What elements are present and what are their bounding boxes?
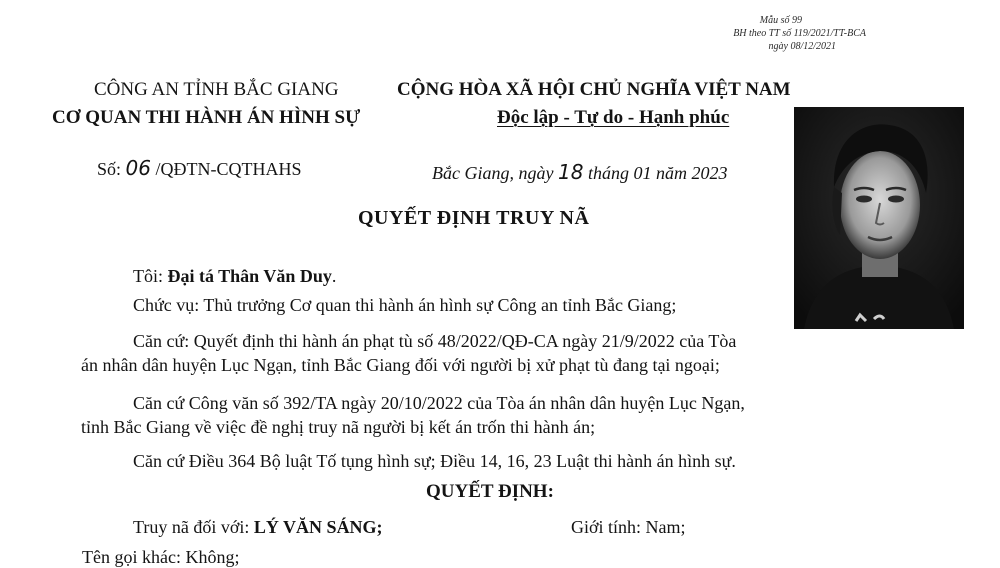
form-number-line-3: ngày 08/12/2021	[768, 41, 836, 52]
basis-2-line-2: tỉnh Bắc Giang về việc đề nghị truy nã người bị kết án trốn thi hành án;	[81, 417, 596, 437]
agency-department	[52, 107, 360, 129]
issuer-label: Tôi:	[133, 266, 163, 286]
issuer-name: Đại tá Thân Văn Duy	[167, 266, 332, 286]
place-date	[432, 161, 727, 184]
issuer-end: .	[331, 266, 337, 286]
form-number-line-1: Mẫu số 99	[759, 15, 802, 26]
form-number-line-2: BH theo TT số 119/2021/TT-BCA	[733, 28, 866, 39]
document-number-suffix: /QĐTN-CQTHAHS	[155, 159, 302, 179]
basis-1-line-1: Căn cứ: Quyết định thi hành án phạt tù số 48/2022/QĐ-CA ngày 21/9/2022 của Tòa	[133, 331, 737, 351]
decision-heading: QUYẾT ĐỊNH:	[426, 481, 554, 502]
wanted-label: Truy nã đối với:	[133, 517, 250, 537]
document-title: QUYẾT ĐỊNH TRUY NÃ	[358, 207, 590, 229]
basis-2-line-1: Căn cứ Công văn số 392/TA ngày 20/10/2022 của Tòa án nhân dân huyện Lục Ngạn,	[133, 393, 745, 413]
issuer-line	[133, 265, 336, 287]
agency-name: CÔNG AN TỈNH BẮC GIANG	[94, 79, 339, 100]
national-title: CỘNG HÒA XÃ HỘI CHỦ NGHĨA VIỆT NAM	[397, 79, 791, 100]
form-number	[640, 14, 866, 53]
document-number-prefix: Số:	[97, 159, 122, 179]
position-line: Chức vụ: Thủ trưởng Cơ quan thi hành án hình sự Công an tỉnh Bắc Giang;	[133, 295, 677, 315]
basis-1-line-2: án nhân dân huyện Lục Ngạn, tỉnh Bắc Giang đối với người bị xử phạt tù đang tại ngoại;	[81, 355, 720, 375]
wanted-gender: Giới tính: Nam;	[571, 517, 686, 537]
document-number	[97, 157, 301, 180]
suspect-portrait-image	[794, 107, 964, 329]
agency-department-text: CƠ QUAN THI HÀNH ÁN HÌNH SỰ	[52, 107, 361, 128]
national-motto: Độc lập - Tự do - Hạnh phúc	[497, 107, 730, 128]
basis-3-line-1: Căn cứ Điều 364 Bộ luật Tố tụng hình sự; Điều 14, 16, 23 Luật thi hành án hình sự.	[133, 451, 736, 471]
place-date-suffix: tháng 01 năm 2023	[587, 163, 728, 183]
alias-line: Tên gọi khác: Không;	[82, 547, 240, 567]
place-date-prefix: Bắc Giang, ngày	[432, 163, 554, 183]
wanted-name: LÝ VĂN SÁNG;	[253, 517, 383, 537]
wanted-line	[133, 516, 383, 538]
suspect-photo	[794, 107, 964, 329]
document-number-handwritten: 06	[125, 156, 151, 180]
place-date-day-handwritten: 18	[557, 160, 584, 184]
